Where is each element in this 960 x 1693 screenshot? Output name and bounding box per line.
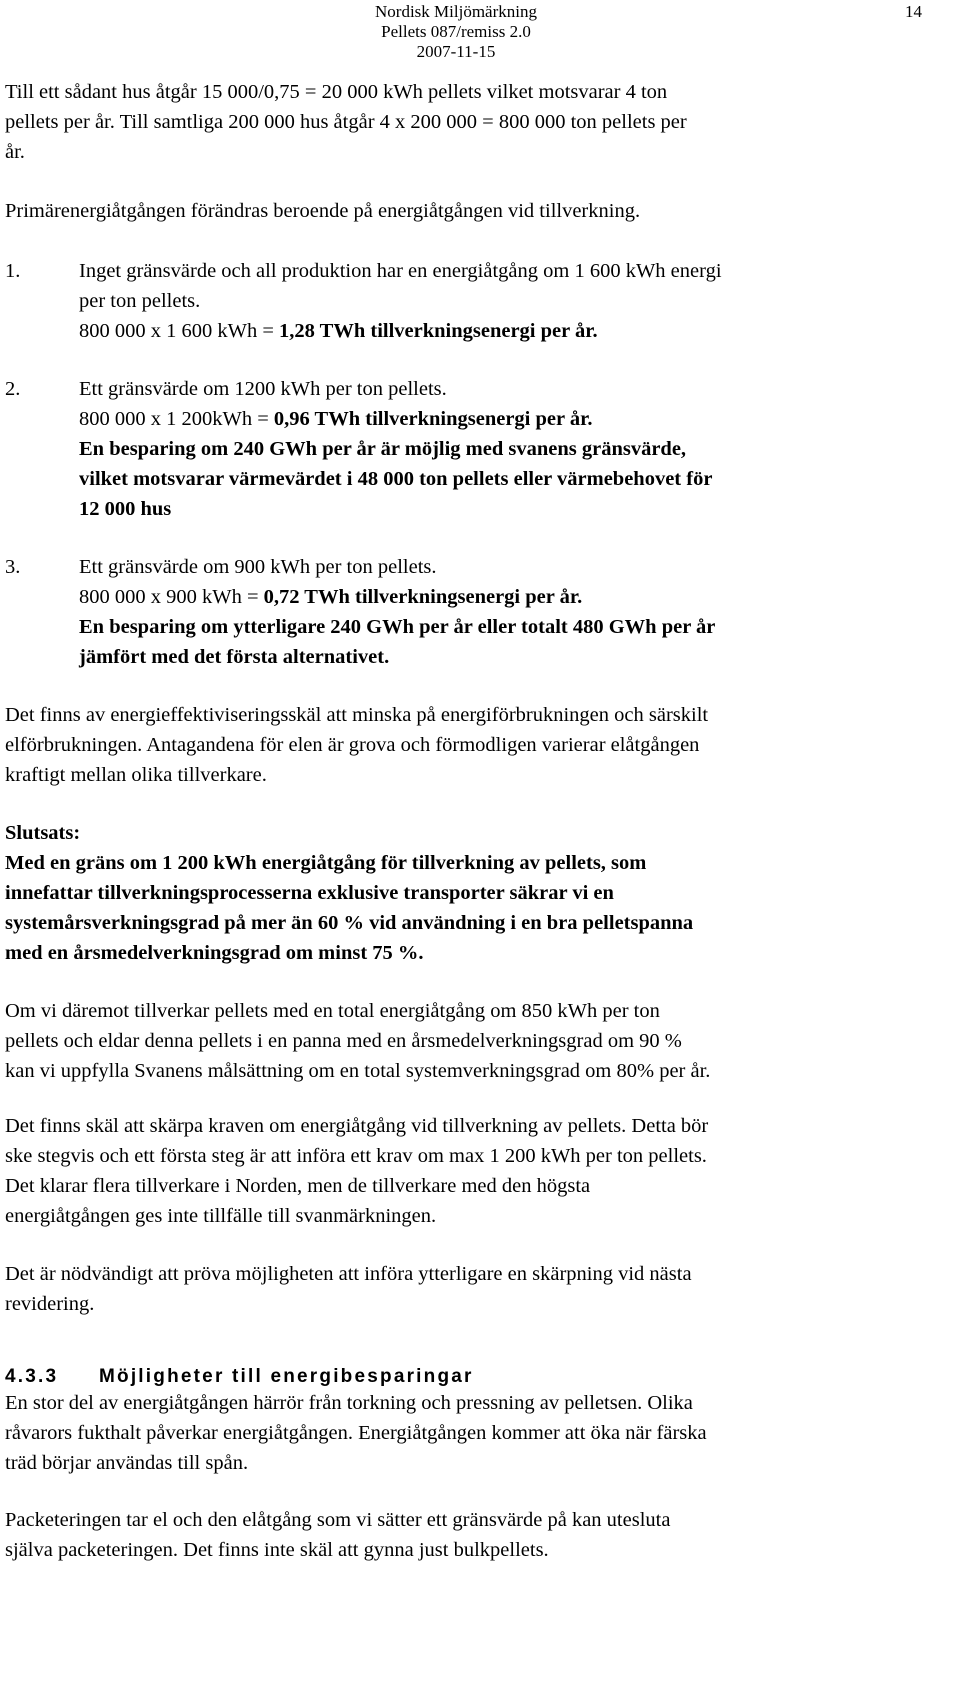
text-line: elförbrukningen. Antagandena för elen är grova och förmodligen varierar elåtgången [5,734,700,756]
paragraph-skarpa [5,1111,955,1231]
text-line: ske stegvis och ett första steg är att införa ett krav om max 1 200 kWh per ton pellets. [5,1145,707,1167]
calc-prefix: 800 000 x 1 200kWh = [79,408,274,430]
calc-result: 1,28 TWh tillverkningsenergi per år. [279,320,598,342]
text-line: kraftigt mellan olika tillverkare. [5,764,267,786]
list-item-3 [79,552,955,672]
header-date: 2007-11-15 [416,42,496,61]
text-line: Det är nödvändigt att pröva möjligheten att införa ytterligare en skärpning vid nästa [5,1263,692,1285]
text-line: innefattar tillverkningsprocesserna exklusive transporter säkrar vi en [5,882,614,904]
paragraph-850 [5,996,955,1086]
text-line: Det finns av energieffektiviseringsskäl att minska på energiförbrukningen och särskilt [5,704,709,726]
text-line: En stor del av energiåtgången härrör från torkning och pressning av pelletsen. Olika [5,1392,693,1414]
calc-prefix: 800 000 x 1 600 kWh = [79,320,280,342]
calc-line [79,404,955,434]
text-line: pellets per år. Till samtliga 200 000 hus åtgår 4 x 200 000 = 800 000 ton pellets per [5,111,687,133]
paragraph-packet [5,1505,955,1565]
list-number-2: 2. [5,378,21,400]
header-org: Nordisk Miljömärkning [375,2,537,21]
list-item-2 [79,374,955,524]
calc-prefix: 800 000 x 900 kWh = [79,586,264,608]
text-line: per ton pellets. [79,290,201,312]
text-line: jämfört med det första alternativet. [79,646,390,668]
section-number: 4.3.3 [5,1366,59,1387]
paragraph-torkning [5,1388,955,1478]
calc-line [79,316,955,346]
text-line: 12 000 hus [79,498,172,520]
list-item-1 [79,256,955,346]
text-line: vilket motsvarar värmevärdet i 48 000 ton pellets eller värmebehovet för [79,468,713,490]
text-line: energiåtgången ges inte tillfälle till svanmärkningen. [5,1205,437,1227]
text-line: revidering. [5,1293,95,1315]
list-number-3: 3. [5,556,21,578]
primary-energy-paragraph [5,196,955,226]
energy-paragraph [5,700,955,790]
section-heading [5,1364,474,1390]
calc-result: 0,72 TWh tillverkningsenergi per år. [263,586,583,608]
conclusion-label: Slutsats: [5,822,81,844]
calc-line [79,582,955,612]
conclusion-block [5,818,955,968]
text-line: Packeteringen tar el och den elåtgång som vi sätter ett gränsvärde på kan utesluta [5,1509,671,1531]
text-line: systemårsverkningsgrad på mer än 60 % vid användning i en bra pelletspanna [5,912,694,934]
text-line: En besparing om 240 GWh per år är möjlig med svanens gränsvärde, [79,438,687,460]
section-title: Möjligheter till energibesparingar [99,1366,474,1387]
text-line: Till ett sådant hus åtgår 15 000/0,75 = 20 000 kWh pellets vilket motsvarar 4 ton [5,81,668,103]
text-line: Inget gränsvärde och all produktion har en energiåtgång om 1 600 kWh energi [79,260,722,282]
text-line: med en årsmedelverkningsgrad om minst 75 %. [5,942,424,964]
text-line: pellets och eldar denna pellets i en panna med en årsmedelverkningsgrad om 90 % [5,1030,682,1052]
text-line: Primärenergiåtgången förändras beroende på energiåtgången vid tillverkning. [5,200,641,222]
paragraph-revision [5,1259,955,1319]
page-number: 14 [905,2,922,21]
text-line: råvarors fukthalt påverkar energiåtgången. Energiåtgången kommer att öka när färska [5,1422,707,1444]
text-line: Det finns skäl att skärpa kraven om energiåtgång vid tillverkning av pellets. Detta bör [5,1115,709,1137]
text-line: En besparing om ytterligare 240 GWh per år eller totalt 480 GWh per år [79,616,716,638]
text-line: Med en gräns om 1 200 kWh energiåtgång för tillverkning av pellets, som [5,852,647,874]
text-line: Ett gränsvärde om 1200 kWh per ton pellets. [79,378,447,400]
calc-result: 0,96 TWh tillverkningsenergi per år. [273,408,593,430]
text-line: träd börjar användas till spån. [5,1452,249,1474]
intro-paragraph [5,77,955,167]
text-line: själva packeteringen. Det finns inte skäl att gynna just bulkpellets. [5,1539,549,1561]
text-line: kan vi uppfylla Svanens målsättning om en total systemverkningsgrad om 80% per år. [5,1060,711,1082]
text-line: år. [5,141,25,163]
text-line: Det klarar flera tillverkare i Norden, men de tillverkare med den högsta [5,1175,591,1197]
text-line: Om vi däremot tillverkar pellets med en total energiåtgång om 850 kWh per ton [5,1000,660,1022]
page-header [356,2,556,62]
text-line: Ett gränsvärde om 900 kWh per ton pellets. [79,556,437,578]
header-doc: Pellets 087/remiss 2.0 [381,22,531,41]
list-number-1: 1. [5,260,21,282]
